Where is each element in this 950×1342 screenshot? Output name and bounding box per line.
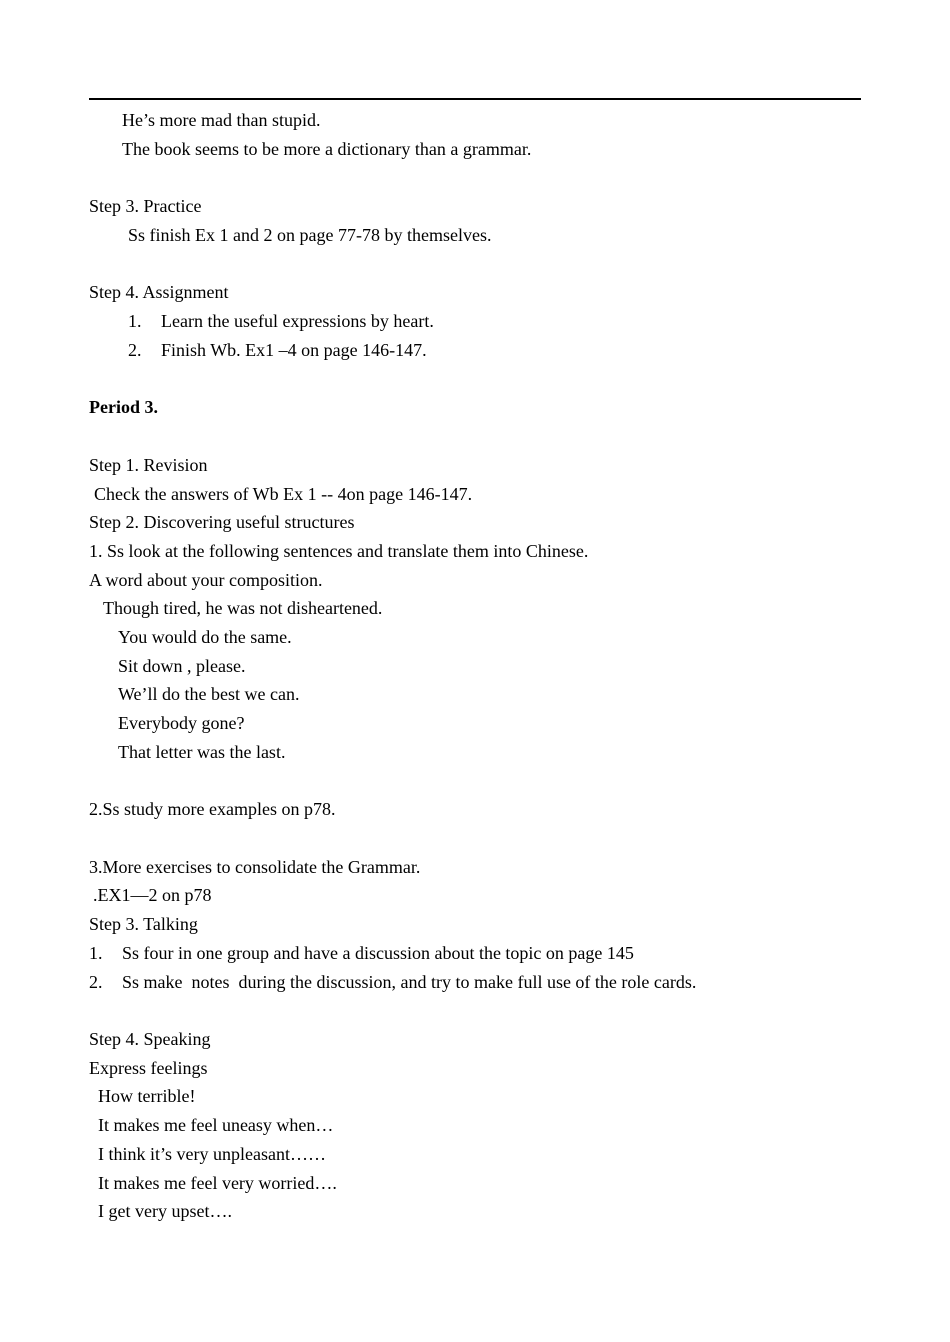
step-4-speaking-heading: Step 4. Speaking — [89, 1029, 211, 1049]
translate-instruction: 1. Ss look at the following sentences and translate them into Chinese. — [89, 541, 589, 561]
example-sentence-dictionary: The book seems to be more a dictionary than a grammar. — [122, 139, 532, 159]
talking-item-1-number: 1. — [89, 943, 103, 963]
revision-instruction: Check the answers of Wb Ex 1 -- 4on page 146-147. — [94, 484, 473, 504]
example-sit-down: Sit down , please. — [118, 656, 246, 676]
header-rule — [89, 98, 861, 100]
assignment-item-2: Finish Wb. Ex1 –4 on page 146-147. — [161, 340, 427, 360]
step-1-revision-heading: Step 1. Revision — [89, 455, 208, 475]
study-examples-instruction: 2.Ss study more examples on p78. — [89, 799, 336, 819]
step-4-assignment-heading: Step 4. Assignment — [89, 282, 229, 302]
example-same: You would do the same. — [118, 627, 292, 647]
step-2-structures-heading: Step 2. Discovering useful structures — [89, 512, 355, 532]
example-letter-last: That letter was the last. — [118, 742, 286, 762]
express-feelings-heading: Express feelings — [89, 1058, 208, 1078]
feeling-how-terrible: How terrible! — [98, 1086, 196, 1106]
feeling-worried: It makes me feel very worried…. — [98, 1173, 337, 1193]
assignment-item-2-number: 2. — [128, 340, 142, 360]
assignment-item-1: Learn the useful expressions by heart. — [161, 311, 434, 331]
example-everybody-gone: Everybody gone? — [118, 713, 245, 733]
talking-item-1: Ss four in one group and have a discussion about the topic on page 145 — [122, 943, 634, 963]
exercise-reference: .EX1—2 on p78 — [93, 885, 212, 905]
talking-item-2-number: 2. — [89, 972, 103, 992]
example-disheartened: Though tired, he was not disheartened. — [103, 598, 383, 618]
more-exercises-instruction: 3.More exercises to consolidate the Grammar. — [89, 857, 421, 877]
example-composition: A word about your composition. — [89, 570, 323, 590]
practice-instruction: Ss finish Ex 1 and 2 on page 77-78 by themselves. — [128, 225, 492, 245]
example-best: We’ll do the best we can. — [118, 684, 300, 704]
feeling-upset: I get very upset…. — [98, 1201, 232, 1221]
step-3-practice-heading: Step 3. Practice — [89, 196, 202, 216]
period-3-heading: Period 3. — [89, 397, 158, 417]
step-3-talking-heading: Step 3. Talking — [89, 914, 198, 934]
assignment-item-1-number: 1. — [128, 311, 142, 331]
example-sentence-mad: He’s more mad than stupid. — [122, 110, 321, 130]
talking-item-2: Ss make notes during the discussion, and try to make full use of the role cards. — [122, 972, 697, 992]
feeling-unpleasant: I think it’s very unpleasant…… — [98, 1144, 326, 1164]
feeling-uneasy: It makes me feel uneasy when… — [98, 1115, 334, 1135]
